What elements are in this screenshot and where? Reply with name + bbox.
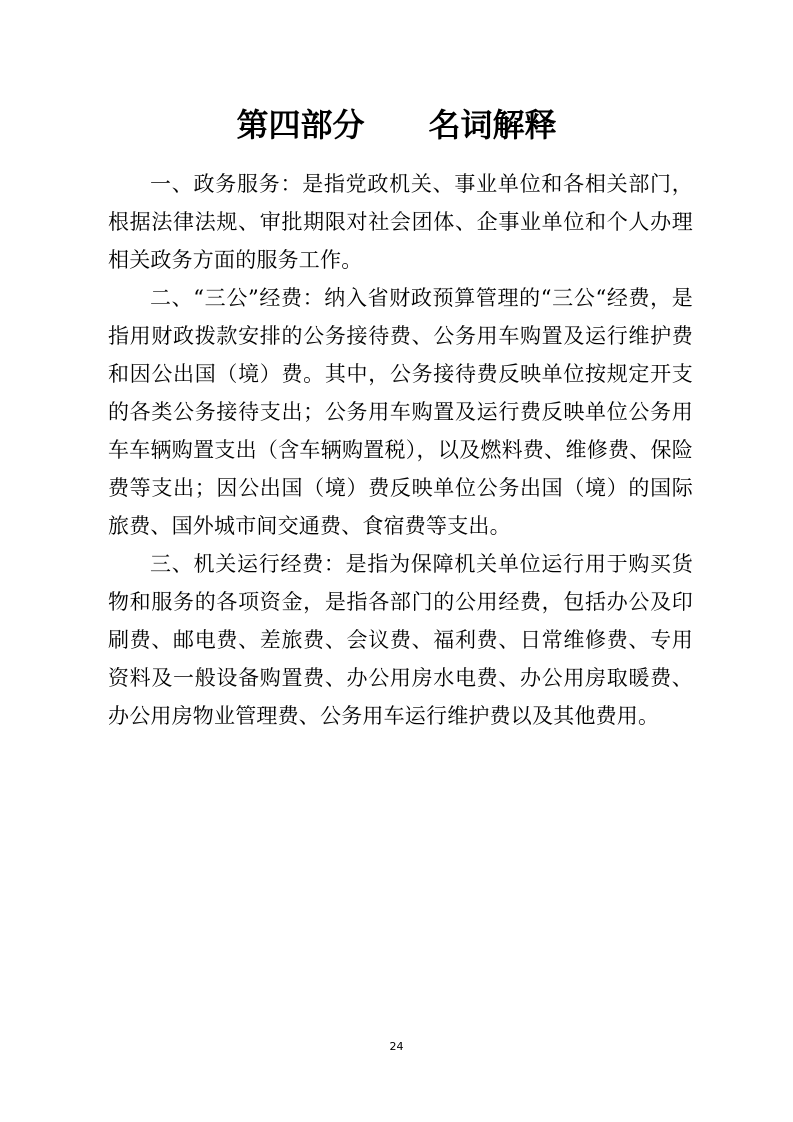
document-body (108, 165, 693, 735)
paragraph-three-public-expenses: 二、“三公”经费：纳入省财政预算管理的“三公“经费，是指用财政拨款安排的公务接待费、公务用车购置及运行维护费和因公出国（境）费。其中，公务接待费反映单位按规定开支的各类公务接待支出；公务用车购置及运行费反映单位公务用车车辆购置支出（含车辆购置税），以及燃料费、维修费、保险费等支出；因公出国（境）费反映单位公务出国（境）的国际旅费、国外城市间交通费、食宿费等支出。 (108, 286, 693, 538)
page-title: 第四部分 名词解释 (236, 106, 557, 144)
page-number: 24 (389, 1040, 404, 1053)
paragraph-agency-operating-expenses: 三、机关运行经费：是指为保障机关单位运行用于购买货物和服务的各项资金，是指各部门的公用经费，包括办公及印刷费、邮电费、差旅费、会议费、福利费、日常维修费、专用资料及一般设备购置费、办公用房水电费、办公用房取暖费、办公用房物业管理费、公务用车运行维护费以及其他费用。 (108, 552, 693, 728)
paragraph-government-services: 一、政务服务：是指党政机关、事业单位和各相关部门，根据法律法规、审批期限对社会团体、企事业单位和个人办理相关政务方面的服务工作。 (108, 172, 693, 272)
